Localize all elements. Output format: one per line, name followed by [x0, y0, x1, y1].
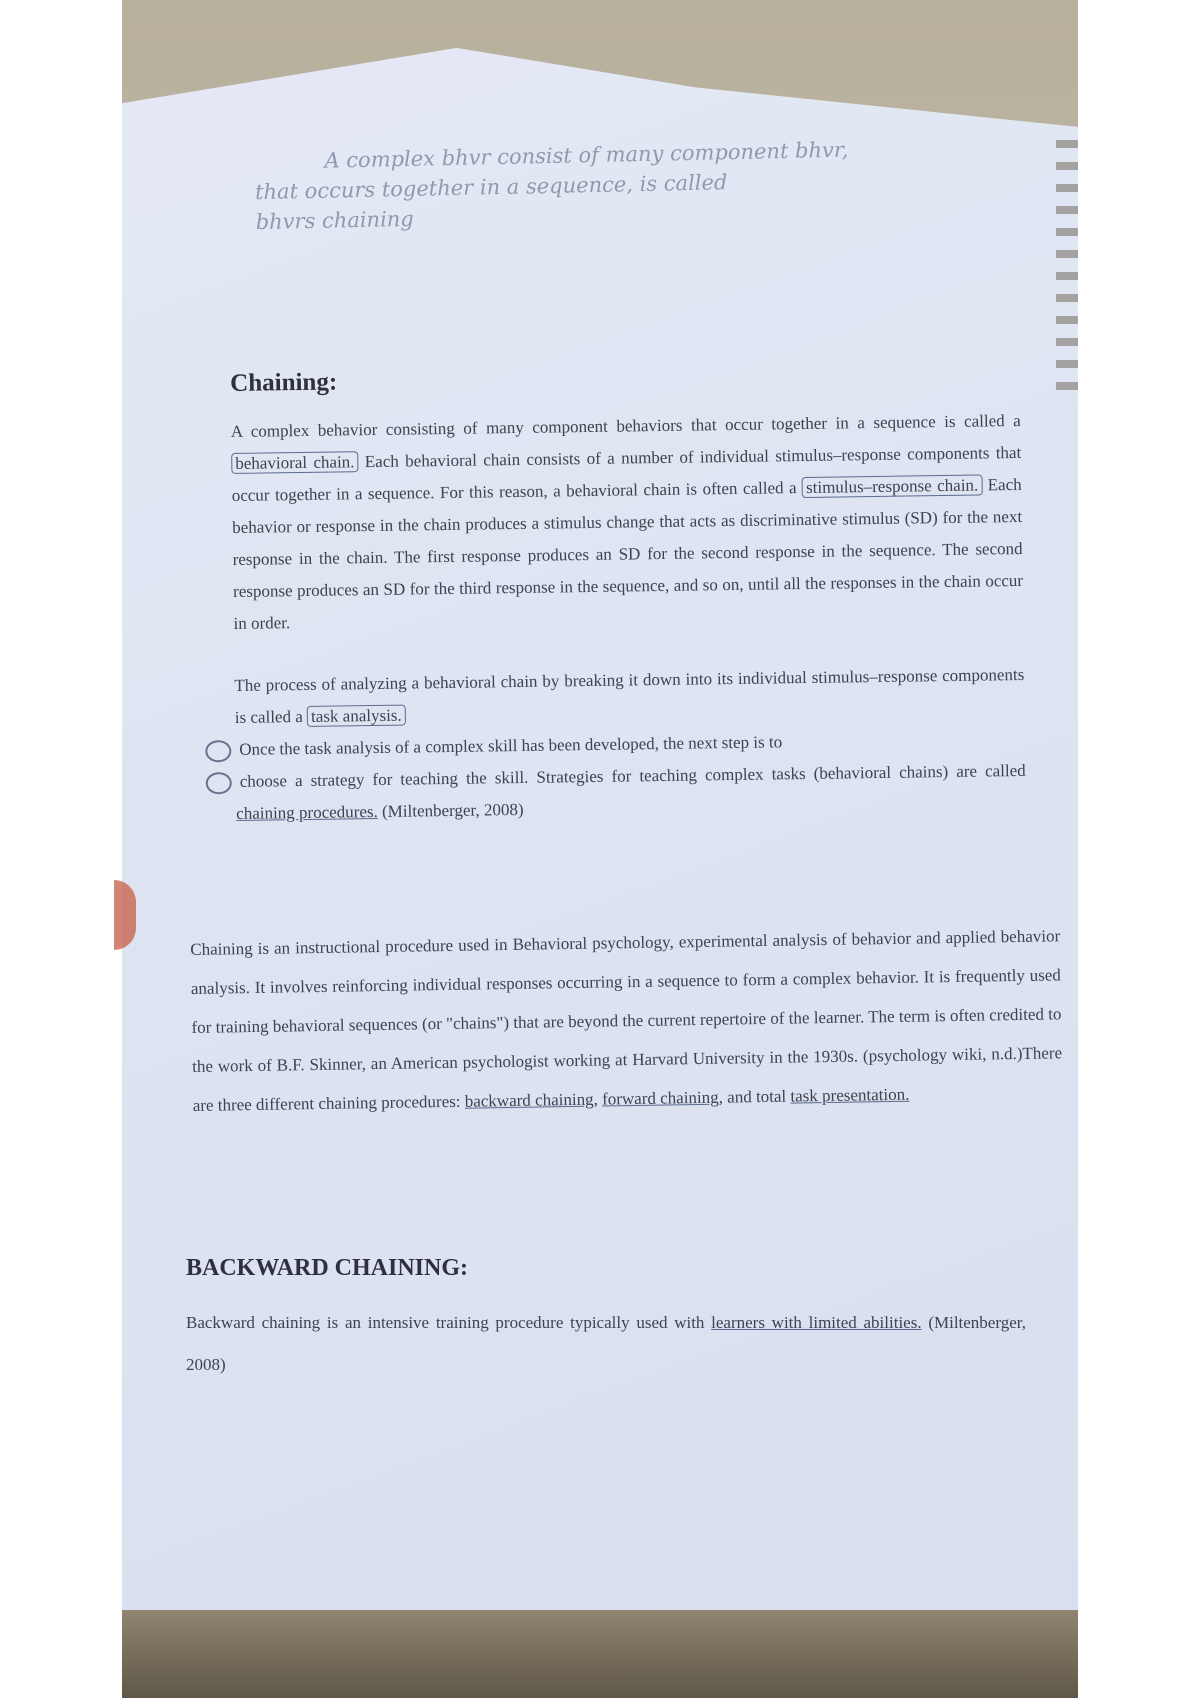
- handwritten-line: bhvrs chaining: [255, 206, 414, 235]
- text-run: ,: [593, 1089, 603, 1109]
- paragraph: [190, 916, 1063, 1125]
- paragraph: [236, 755, 1027, 830]
- chaining-section: [230, 359, 1026, 830]
- backward-chaining-section: [186, 1255, 1026, 1386]
- paragraph: [231, 405, 1024, 640]
- handwritten-line: that occurs together in a sequence, is called: [254, 170, 728, 205]
- text-run: The process of analyzing a behavioral chain by breaking it down into its individual stimulus–response components is called a: [234, 664, 1025, 727]
- spiral-binding: [1056, 140, 1078, 400]
- handwritten-note: [254, 133, 936, 237]
- boxed-term: behavioral chain.: [231, 451, 358, 474]
- underlined-term: forward chaining,: [601, 1087, 724, 1109]
- underlined-term: chaining procedures.: [236, 801, 378, 823]
- section-heading: BACKWARD CHAINING:: [186, 1255, 469, 1281]
- boxed-term: task analysis.: [307, 705, 406, 727]
- text-run: Backward chaining is an intensive training procedure typically used with: [186, 1313, 712, 1332]
- text-run: Each behavior or response in the chain produces a stimulus change that acts as discriminative stimulus (SD) for the next response in the chain. The first response produces an SD for the second response in the sequence. The second response produces an SD for the third response in the sequence, and so on, until all the responses in the chain occur in order.: [232, 474, 1024, 633]
- paragraph: [186, 1302, 1026, 1386]
- definition-section: [190, 916, 1063, 1125]
- text-run: Chaining is an instructional procedure used in Behavioral psychology, experimental analysis of behavior and applied behavior analysis. It involves reinforcing individual responses occurring in a sequence to form a complex behavior. It is frequently used for training behavioral sequences (or "chains") that are beyond the current repertoire of the learner. The term is often credited to the work of B.F. Skinner, an American psychologist working at Harvard University in the 1930s. (psychology wiki, n.d.)There are three different chaining procedures:: [190, 926, 1063, 1115]
- thumb: [114, 880, 136, 950]
- section-heading: Chaining:: [230, 368, 338, 397]
- boxed-term: stimulus–response chain.: [802, 475, 982, 499]
- text-run: Once the task analysis of a complex skill has been developed, the next step is to: [239, 732, 783, 759]
- table-surface: [122, 1610, 1078, 1698]
- text-run: (Miltenberger, 2008): [186, 1313, 1026, 1374]
- paragraph: [234, 659, 1025, 734]
- handwritten-line: A complex bhvr consist of many component bhvr,: [324, 137, 849, 173]
- underlined-term: learners with limited abilities.: [711, 1313, 922, 1332]
- text-run: Each behavioral chain consists of a number of individual stimulus–response components that occur together in a sequence. For this reason, a behavioral chain is often called a: [231, 442, 1022, 505]
- text-run: (Miltenberger, 2008): [377, 799, 524, 821]
- text-run: and total: [722, 1086, 791, 1107]
- underlined-term: task presentation.: [790, 1084, 910, 1106]
- underlined-term: backward chaining: [464, 1089, 594, 1111]
- text-run: choose a strategy for teaching the skill. Strategies for teaching complex tasks (behavioral chains) are called: [239, 760, 1026, 791]
- photo-background: [122, 0, 1078, 1698]
- text-run: A complex behavior consisting of many component behaviors that occur together in a sequence is called a: [230, 410, 1021, 441]
